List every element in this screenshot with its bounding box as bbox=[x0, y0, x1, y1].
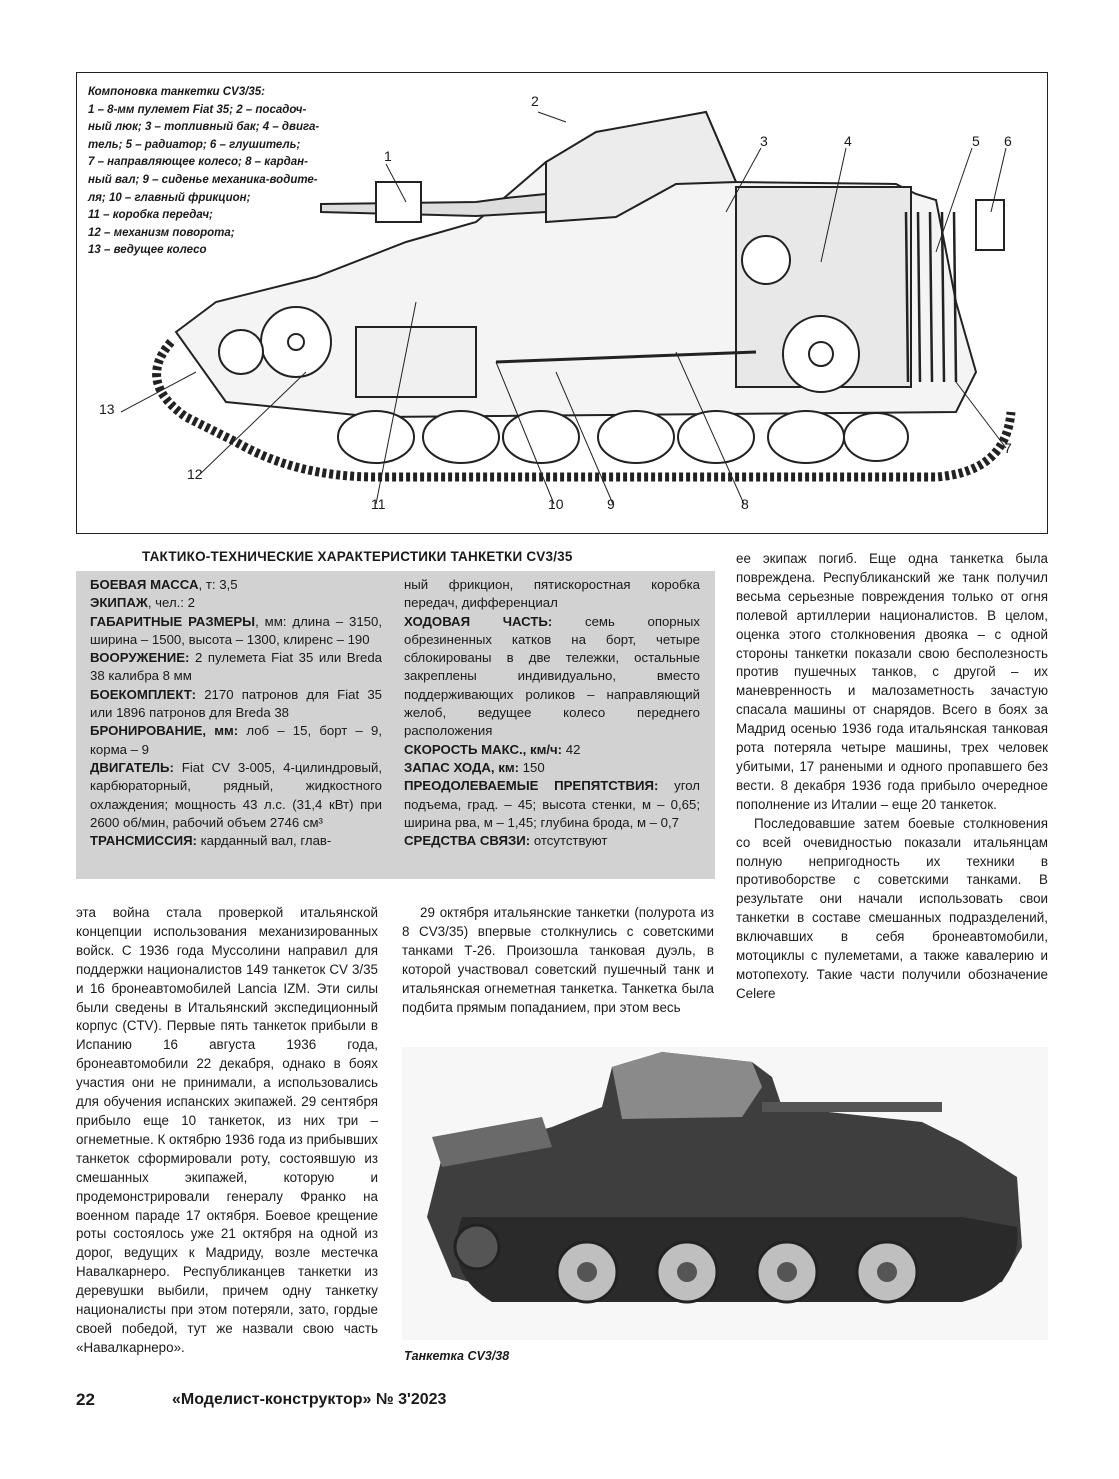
callout-9: 9 bbox=[607, 496, 615, 512]
article-paragraph: Последовавшие затем боевые столкновения со всей очевидностью показали итальянцам полную непригодность их техники в противоборстве с советскими танками. В результате они начали использовать свои танкетки в составе смешанных подразделений, включавших в себя бронеавтомобили, мотоциклы с пулеметами, а также кавалерию и мотопехоту. Такие части получили обозначение Celere bbox=[736, 815, 1048, 1001]
legend-line: 7 – направляющее колесо; 8 – кардан- bbox=[88, 156, 308, 169]
spec-item: ХОДОВАЯ ЧАСТЬ: семь опорных обрезиненных катков на борт, четыре сблокированы в две тележки, остальные закреплены индивидуально, вместо поддерживающих роликов – направляющий желоб, ведущее колесо переднего расположения bbox=[404, 613, 700, 739]
callout-8: 8 bbox=[741, 496, 749, 512]
callout-12: 12 bbox=[187, 466, 203, 482]
specs-left-column bbox=[90, 576, 382, 850]
spec-item: ДВИГАТЕЛЬ: Fiat CV 3-005, 4-цилиндровый, карбюраторный, рядный, жидкостного охлаждения; мощность 43 л.с. (31,4 кВт) при 2600 об/мин, рабочий объем 2746 см³ bbox=[90, 759, 382, 830]
figure-legend bbox=[88, 84, 388, 260]
legend-line: 12 – механизм поворота; bbox=[88, 226, 235, 239]
callout-5: 5 bbox=[972, 133, 980, 149]
spec-item: БОЕКОМПЛЕКТ: 2170 патронов для Fiat 35 или 1896 патронов для Breda 38 bbox=[90, 686, 382, 721]
spec-item: ЭКИПАЖ, чел.: 2 bbox=[90, 595, 195, 611]
callout-11: 11 bbox=[371, 496, 386, 512]
specs-right-column bbox=[404, 576, 700, 850]
spec-item: БРОНИРОВАНИЕ, мм: лоб – 15, борт – 9, корма – 9 bbox=[90, 723, 382, 757]
callout-6: 6 bbox=[1004, 133, 1012, 149]
page-number: 22 bbox=[76, 1390, 95, 1409]
callout-13: 13 bbox=[99, 401, 115, 417]
spec-item: СКОРОСТЬ МАКС., км/ч: 42 bbox=[404, 741, 581, 757]
photo-caption: Танкетка CV3/38 bbox=[404, 1349, 510, 1363]
spec-item: ТРАНСМИССИЯ: карданный вал, глав- bbox=[90, 833, 332, 849]
article-paragraph: ее экипаж погиб. Еще одна танкетка была повреждена. Республиканский же танк получил весьма серьезные повреждения только от огня полевой артиллерии националистов. В целом, оценка этого столкновения двояка – с одной стороны танкетки показали свою бесполезность против пушечных танков, с другой – их маневренность и малозаметность зачастую спасала машины от снарядов. Всего в боях за Мадрид осенью 1936 года итальянская танковая рота потеряла четыре машины, трех человек убитыми, 17 ранеными и одного пропавшего без вести. 8 декабря 1936 года прибыло очередное пополнение из Италии – еще 20 танкеток. bbox=[736, 551, 1048, 812]
legend-line: тель; 5 – радиатор; 6 – глушитель; bbox=[88, 138, 301, 151]
spec-item: ЗАПАС ХОДА, км: 150 bbox=[404, 759, 545, 775]
journal-title: «Моделист-конструктор» № 3'2023 bbox=[172, 1391, 447, 1408]
legend-line: ный люк; 3 – топливный бак; 4 – двига- bbox=[88, 121, 320, 134]
spec-item: СРЕДСТВА СВЯЗИ: отсутствуют bbox=[404, 833, 608, 849]
callout-7: 7 bbox=[1004, 440, 1012, 456]
legend-title: Компоновка танкетки CV3/35: bbox=[88, 86, 265, 98]
spec-item: ПРЕОДОЛЕВАЕМЫЕ ПРЕПЯТСТВИЯ: угол подъема, град. – 45; высота стенки, м – 0,65; ширина рва, м – 1,45; глубина брода, м – 0,7 bbox=[404, 778, 700, 830]
specs-title: ТАКТИКО-ТЕХНИЧЕСКИЕ ХАРАКТЕРИСТИКИ ТАНКЕТКИ CV3/35 bbox=[142, 549, 573, 564]
callout-4: 4 bbox=[844, 133, 852, 149]
spec-item: ВООРУЖЕНИЕ: 2 пулемета Fiat 35 или Breda 38 калибра 8 мм bbox=[90, 650, 382, 684]
legend-line: ный вал; 9 – сиденье механика-водите- bbox=[88, 173, 318, 186]
legend-line: 13 – ведущее колесо bbox=[88, 244, 207, 257]
tankette-cv3-38-photo bbox=[402, 1047, 1048, 1340]
legend-line: 11 – коробка передач; bbox=[88, 209, 213, 222]
callout-2: 2 bbox=[531, 93, 539, 109]
article-column-2 bbox=[402, 904, 714, 1017]
spec-item: БОЕВАЯ МАССА, т: 3,5 bbox=[90, 577, 238, 592]
article-paragraph: 29 октября итальянские танкетки (полурота из 8 CV3/35) впервые столкнулись с советскими танками Т-26. Произошла танковая дуэль, в которой участвовал советский пушечный танк и итальянская огнеметная танкетка. Танкетка была подбита прямым попаданием, при этом весь bbox=[402, 905, 714, 1015]
callout-10: 10 bbox=[548, 496, 564, 512]
article-paragraph: эта война стала проверкой итальянской концепции использования механизированных войск. С 1936 года Муссолини направил для поддержки националистов 149 танкеток CV 3/35 и 16 бронеавтомобилей Lancia IZM. Эти силы были сведены в Итальянский экспедиционный корпус (CTV). Первые пять танкеток прибыли в Испанию 16 августа 1936 года, бронеавтомобили 22 декабря, однако в боях участия они не принимали, а использовались для обучения испанских экипажей. 29 сентября прибыло еще 10 танкеток, из них три – огнеметные. К октябрю 1936 года из прибывших танкеток сформировали роту, состоявшую из смешанных экипажей, которую и продемонстрировали генералу Франко на военном параде 17 октября. Боевое крещение роты состоялось уже 21 октября на одной из дорог, ведущих к Мадриду, возле местечка Навалкарнеро. Республиканцев танкетки из деревушки выбили, причем одну танкетку националисты при этом потеряли, зато, гордые своей победой, тут же назвали свою часть «Навалкарнеро». bbox=[76, 905, 378, 1355]
legend-line: ля; 10 – главный фрикцион; bbox=[88, 191, 251, 204]
callout-1: 1 bbox=[384, 148, 392, 164]
article-column-3 bbox=[736, 550, 1048, 1004]
spec-continuation: ный фрикцион, пятискоростная коробка передач, дифференциал bbox=[404, 577, 700, 611]
article-column-1 bbox=[76, 904, 378, 1358]
legend-line: 1 – 8-мм пулемет Fiat 35; 2 – посадоч- bbox=[88, 103, 307, 116]
spec-item: ГАБАРИТНЫЕ РАЗМЕРЫ, мм: длина – 3150, ширина – 1500, высота – 1300, клиренс – 190 bbox=[90, 613, 383, 647]
callout-3: 3 bbox=[760, 133, 768, 149]
